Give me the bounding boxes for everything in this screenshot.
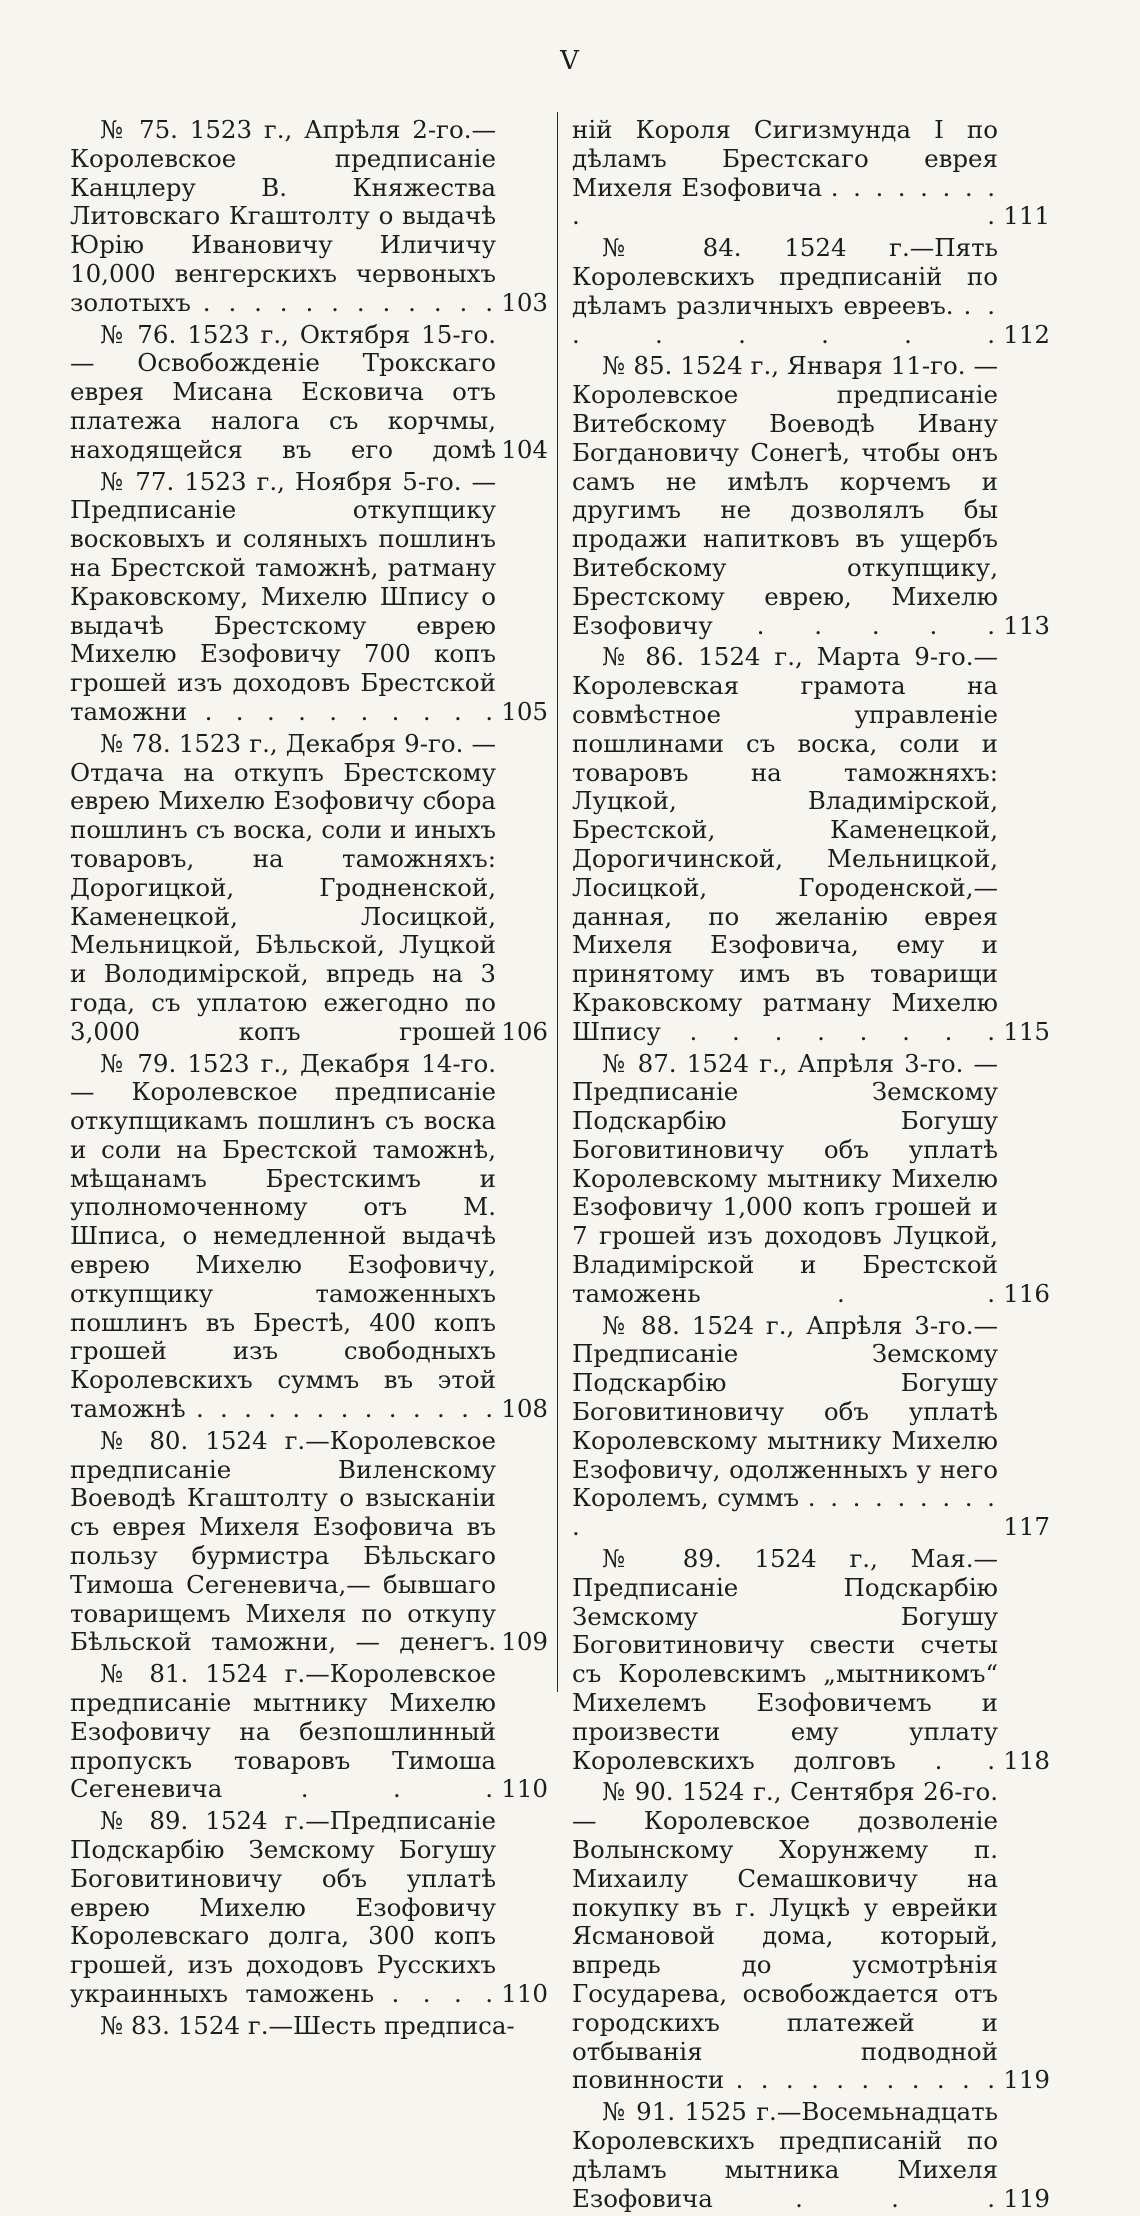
entry-page-number: 119 — [1003, 2183, 1050, 2213]
entry-page-number: 116 — [1003, 1278, 1050, 1308]
left-column — [70, 116, 548, 2044]
toc-entry — [572, 1778, 1050, 2095]
dot-leader: . . . . . . . . . . — [572, 172, 998, 231]
entry-page-number: 106 — [501, 1016, 548, 1046]
toc-entry-text — [572, 1545, 998, 1775]
entry-page-number: 113 — [1003, 610, 1050, 640]
toc-entry — [572, 643, 1050, 1046]
entry-description: № 86. 1524 г., Марта 9-го.—Королевская грамота на совмѣстное управленіе пошлинами съ воска, соли и товаровъ на таможняхъ: Луцкой, Владимірской, Брестской, Каменецкой, Дорогичинской, Мельницкой, Лосицкой, Городенской,—данная, по желанію еврея Михеля Езофовича, ему и принятому имъ въ товарищи Краковскому ратману Михелю Шпису — [572, 642, 998, 1046]
dot-leader: . . . . . . . . . . — [572, 1483, 998, 1542]
right-column — [572, 116, 1050, 2216]
toc-entry-text — [70, 468, 496, 727]
entry-page-number: 112 — [1003, 319, 1050, 349]
toc-entry — [70, 730, 548, 1047]
toc-entry-text — [572, 1050, 998, 1309]
toc-entry — [70, 321, 548, 465]
dot-leader: . . . . . . . . . . . — [735, 2065, 998, 2095]
toc-entry — [572, 1545, 1050, 1775]
entry-description: № 88. 1524 г., Апрѣля 3-го.— Предписаніе Земскому Подскарбію Богушу Боговитиновичу объ уплатѣ Королевскому мытнику Михелю Езофовичу, одолженныхъ у него Королемъ, суммъ — [572, 1310, 998, 1513]
dot-leader: . . . — [300, 1774, 496, 1804]
entry-description: № 79. 1523 г., Декабря 14-го.— Королевское предписаніе откупщикамъ пошлинъ съ воска и соли на Брестской таможнѣ, мѣщанамъ Брестскимъ и уполномоченному отъ М. Шписа, о немедленной выдачѣ еврею Михелю Езофовичу, откупщику таможенныхъ пошлинъ въ Брестѣ, 400 копъ грошей изъ свободныхъ Королевскихъ суммъ въ этой таможнѣ — [70, 1048, 496, 1424]
entry-page-number: 109 — [501, 1627, 548, 1657]
entry-description: № 90. 1524 г., Сентября 26-го.— Королевское дозволеніе Волынскому Хорунжему п. Михаилу Семашковичу на покупку въ г. Луцкѣ у еврейки Ясмановой дома, который, впредь до усмотрѣнія Государева, освобождается отъ городскихъ платежей и отбыванія подводной повинности — [572, 1777, 998, 2095]
toc-entry-text — [572, 234, 998, 349]
entry-page-number: 110 — [501, 1979, 548, 2008]
toc-entry-text — [70, 1050, 496, 1424]
dot-leader: . . . . — [391, 1979, 497, 2008]
toc-entry — [70, 1807, 548, 2009]
toc-entry-text — [70, 1807, 496, 2009]
toc-entry — [572, 352, 1050, 640]
toc-entry — [572, 234, 1050, 349]
toc-entry-text — [572, 2098, 998, 2213]
toc-entry-text — [70, 116, 496, 318]
dot-leader: . . . . . . . . — [689, 1016, 998, 1046]
toc-entry-text — [70, 2012, 548, 2041]
entry-description: № 83. 1524 г.—Шесть предписа- — [100, 2010, 515, 2040]
entry-page-number: 111 — [1003, 201, 1050, 231]
dot-leader: . . . . . . . . — [572, 290, 998, 349]
entry-page-number: 119 — [1003, 2065, 1050, 2095]
entry-page-number: 115 — [1003, 1016, 1050, 1046]
toc-entry — [70, 2012, 548, 2041]
toc-entry — [572, 2098, 1050, 2213]
toc-entry-text — [70, 321, 496, 465]
entry-page-number: 117 — [1003, 1512, 1050, 1542]
entry-page-number: 108 — [501, 1394, 548, 1424]
toc-entry-text — [572, 643, 998, 1046]
toc-entry-text — [572, 116, 998, 231]
entry-page-number: 110 — [501, 1774, 548, 1804]
entry-description: № 84. 1524 г.—Пять Королевскихъ предписаній по дѣламъ различныхъ евреевъ. — [572, 233, 998, 320]
entry-description: ній Короля Сигизмунда I по дѣламъ Брестскаго еврея Михеля Езофовича — [572, 115, 998, 202]
entry-page-number: 104 — [501, 434, 548, 464]
dot-leader: . . . . . . . . . . . . . — [195, 1394, 496, 1424]
entry-description: № 89. 1524 г.—Предписаніе Подскарбію Земскому Богушу Боговитиновичу объ уплатѣ еврею Михелю Езофовичу Королевскаго долга, 300 копъ грошей, изъ доходовъ Русскихъ украинныхъ таможень — [70, 1806, 496, 2008]
entry-description: № 87. 1524 г., Апрѣля 3-го. — Предписаніе Земскому Подскарбію Богушу Боговитиновичу объ уплатѣ Королевскому мытнику Михелю Езофовичу 1,000 копъ грошей и 7 грошей изъ доходовъ Луцкой, Владимірской и Брестской таможень — [572, 1048, 998, 1308]
entry-page-number: 118 — [1003, 1745, 1050, 1775]
dot-leader: . . . . . — [756, 610, 999, 640]
entry-description: № 81. 1524 г.—Королевское предписаніе мытнику Михелю Езофовичу на безпошлинный пропускъ товаровъ Тимоша Сегеневича — [70, 1659, 496, 1804]
entry-description: № 77. 1523 г., Ноября 5-го. — Предписаніе откупщику восковыхъ и соляныхъ пошлинъ на Брестской таможнѣ, ратману Краковскому, Михелю Шпису о выдачѣ Брестскому еврею Михелю Езофовичу 700 копъ грошей изъ доходовъ Брестской таможни — [70, 466, 496, 726]
toc-entry-text — [572, 1778, 998, 2095]
dot-leader: . . . — [795, 2183, 998, 2213]
toc-entry — [70, 468, 548, 727]
toc-entry-text — [572, 1312, 998, 1542]
toc-entry — [572, 1050, 1050, 1309]
dot-leader: . . . . . . . . . . . . — [202, 287, 496, 317]
toc-entry-text — [572, 352, 998, 640]
dot-leader: . . . . . . . . . . — [204, 696, 496, 726]
page-number: V — [560, 46, 580, 76]
toc-entry — [572, 1312, 1050, 1542]
entry-description: № 89. 1524 г., Мая.—Предписаніе Подскарбію Земскому Богушу Боговитиновичу свести счеты съ Королевскимъ „мытникомъ“ Михелемъ Езофовичемъ и произвести ему уплату Королевскихъ долговъ — [572, 1544, 998, 1775]
entry-page-number: 105 — [501, 696, 548, 726]
dot-leader: . . — [837, 1278, 998, 1308]
entry-description: № 78. 1523 г., Декабря 9-го. — Отдача на откупъ Брестскому еврею Михелю Езофовичу сбора пошлинъ съ воска, соли и иныхъ товаровъ, на таможняхъ: Дорогицкой, Гродненской, Каменецкой, Лосицкой, Мельницкой, Бѣльской, Луцкой и Володимірской, впредь на 3 года, съ уплатою ежегодно по 3,000 копъ грошей — [70, 728, 496, 1046]
toc-entry-text — [70, 1427, 496, 1657]
toc-entry-text — [70, 1660, 496, 1804]
entry-description: № 91. 1525 г.—Восемьнадцать Королевскихъ предписаній по дѣламъ мытника Михеля Езофовича — [572, 2097, 998, 2213]
toc-entry — [572, 116, 1050, 231]
toc-entry — [70, 1427, 548, 1657]
entry-description: № 75. 1523 г., Апрѣля 2-го.— Королевское предписаніе Канцлеру В. Княжества Литовскаго Кгаштолту о выдачѣ Юрію Ивановичу Иличичу 10,000 венгерскихъ червоныхъ золотыхъ — [70, 115, 496, 317]
dot-leader: . . — [934, 1745, 998, 1775]
toc-entry — [70, 116, 548, 318]
column-divider — [557, 112, 558, 1692]
toc-entry — [70, 1660, 548, 1804]
entry-description: № 85. 1524 г., Января 11-го. — Королевское предписаніе Витебскому Воеводѣ Ивану Богдановичу Сонегѣ, чтобы онъ самъ не имѣлъ корчемъ и другимъ не дозволялъ бы продажи напитковъ въ ущербъ Витебскому откупщику, Брестскому еврею, Михелю Езофовичу — [572, 351, 998, 640]
toc-entry — [70, 1050, 548, 1424]
entry-description: № 80. 1524 г.—Королевское предписаніе Виленскому Воеводѣ Кгаштолту о взысканіи съ еврея Михеля Езофовича въ пользу бурмистра Бѣльскаго Тимоша Сегеневича,— бывшаго товарищемъ Михеля по откупу Бѣльской таможни, — денегъ. — [70, 1425, 496, 1657]
entry-description: № 76. 1523 г., Октября 15-го.— Освобожденіе Трокскаго еврея Мисана Есковича отъ платежа налога съ корчмы, находящейся въ его домѣ — [70, 319, 496, 464]
entry-page-number: 103 — [501, 287, 548, 317]
toc-entry-text — [70, 730, 496, 1047]
